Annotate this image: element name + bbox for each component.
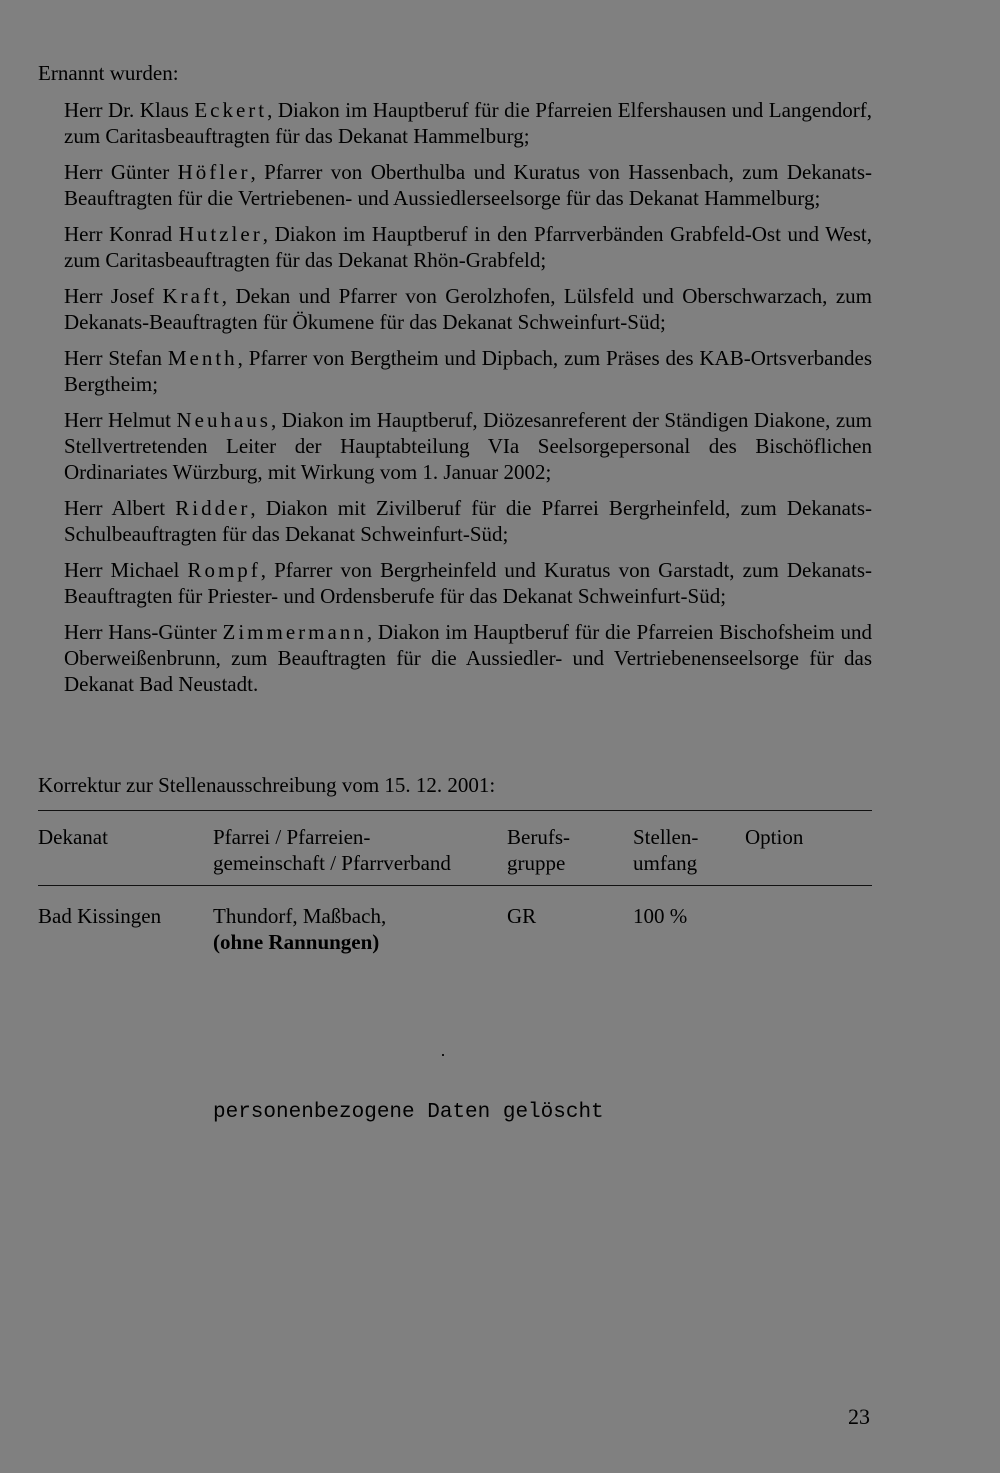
- entry-text: , Diakon im Hauptberuf in den Pfarrverbänden Grabfeld-Ost und West, zum Caritasbeauftragten für das Dekanat Rhön-Grabfeld;: [64, 222, 873, 272]
- header-berufsgruppe-line2: gruppe: [507, 851, 566, 875]
- entry-text: , Diakon im Hauptberuf für die Pfarreien Bischofsheim und Oberweißenbrunn, zum Beauftragten für die Aussiedler- und Vertriebenenseelsorge für das Dekanat Bad Neustadt.: [64, 620, 872, 696]
- entry-surname: Ridder: [175, 496, 251, 520]
- entry-prefix: Herr Stefan: [64, 346, 168, 370]
- appointment-entry: [64, 407, 872, 485]
- appointment-entry: [64, 97, 872, 149]
- cell-berufsgruppe: GR: [507, 904, 537, 928]
- appointment-entry: [64, 221, 872, 273]
- table-top-rule: [38, 810, 872, 811]
- entry-prefix: Herr Josef: [64, 284, 163, 308]
- entry-surname: Eckert: [194, 98, 268, 122]
- header-stellenumfang-line1: Stellen-: [633, 825, 699, 849]
- redaction-notice: personenbezogene Daten gelöscht: [213, 1101, 604, 1124]
- entry-surname: Rompf: [187, 558, 261, 582]
- entry-text: , Dekan und Pfarrer von Gerolzhofen, Lülsfeld und Oberschwarzach, zum Dekanats-Beauftragten für Ökumene für das Dekanat Schweinfurt-Süd;: [64, 284, 872, 334]
- cell-pfarrei-line2: (ohne Rannungen): [213, 930, 380, 954]
- entry-surname: Neuhaus: [176, 408, 271, 432]
- speck-mark: [442, 1054, 444, 1056]
- entry-text: , Pfarrer von Bergtheim und Dipbach, zum Präses des KAB-Ortsverbandes Bergtheim;: [64, 346, 873, 396]
- header-berufsgruppe-line1: Berufs-: [507, 825, 570, 849]
- entry-prefix: Herr Hans-Günter: [64, 620, 223, 644]
- header-option: Option: [745, 825, 804, 849]
- appointments-list: [64, 97, 872, 707]
- appointment-entry: [64, 283, 872, 335]
- header-pfarrei-line1: Pfarrei / Pfarreien-: [213, 825, 371, 849]
- entry-prefix: Herr Albert: [64, 496, 176, 520]
- page-number: 23: [848, 1404, 870, 1429]
- appointment-entry: [64, 159, 872, 211]
- entry-surname: Hutzler: [178, 222, 263, 246]
- appointment-entry: [64, 345, 872, 397]
- appointment-entry: [64, 557, 872, 609]
- entry-text: , Pfarrer von Bergrheinfeld und Kuratus von Garstadt, zum Dekanats-Beauftragten für Priester- und Ordensberufe für das Dekanat Schweinfurt-Süd;: [64, 558, 872, 608]
- cell-pfarrei-line1: Thundorf, Maßbach,: [213, 904, 387, 928]
- cell-stellenumfang: 100 %: [633, 904, 688, 928]
- entry-surname: Höfler: [177, 160, 251, 184]
- entry-surname: Kraft: [162, 284, 222, 308]
- entry-prefix: Herr Konrad: [64, 222, 179, 246]
- correction-heading: Korrektur zur Stellenausschreibung vom 15. 12. 2001:: [38, 773, 496, 797]
- entry-text: , Diakon im Hauptberuf, Diözesanreferent der Ständigen Diakone, zum Stellvertretenden Leiter der Hauptabteilung VIa Seelsorgepersonal des Bischöflichen Ordinariates Würzburg, mit Wirkung vom 1. Januar 2002;: [64, 408, 872, 484]
- header-dekanat: Dekanat: [38, 825, 108, 849]
- header-stellenumfang-line2: umfang: [633, 851, 698, 875]
- entry-prefix: Herr Michael: [64, 558, 188, 582]
- table-header-rule: [38, 885, 872, 886]
- header-pfarrei-line2: gemeinschaft / Pfarrverband: [213, 851, 451, 875]
- cell-dekanat: Bad Kissingen: [38, 904, 162, 928]
- entry-prefix: Herr Günter: [64, 160, 178, 184]
- appointment-entry: [64, 495, 872, 547]
- entry-prefix: Herr Helmut: [64, 408, 177, 432]
- entry-surname: Zimmermann: [222, 620, 367, 644]
- entry-text: , Pfarrer von Oberthulba und Kuratus von Hassenbach, zum Dekanats-Beauftragten für die Vertriebenen- und Aussiedlerseelsorge für das Dekanat Hammelburg;: [64, 160, 872, 210]
- entry-text: , Diakon im Hauptberuf für die Pfarreien Elfershausen und Langendorf, zum Caritasbeauftragten für das Dekanat Hammelburg;: [64, 98, 872, 148]
- entry-surname: Menth: [167, 346, 238, 370]
- appointment-entry: [64, 619, 872, 697]
- entry-text: , Diakon mit Zivilberuf für die Pfarrei Bergrheinfeld, zum Dekanats-Schulbeauftragten für das Dekanat Schweinfurt-Süd;: [64, 496, 872, 546]
- entry-prefix: Herr Dr. Klaus: [64, 98, 195, 122]
- intro-heading: Ernannt wurden:: [38, 61, 179, 85]
